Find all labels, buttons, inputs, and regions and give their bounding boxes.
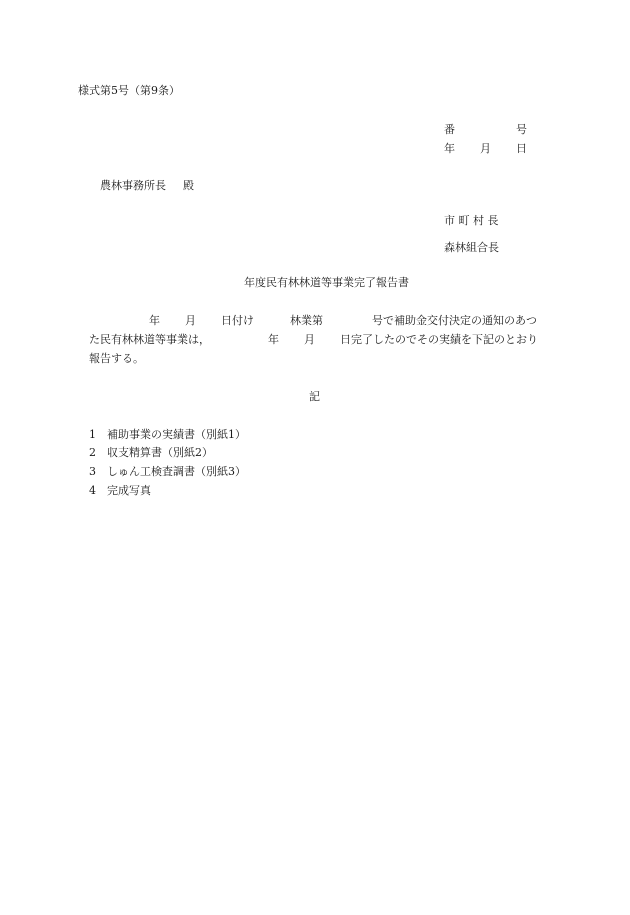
form-number: 様式第5号（第9条） bbox=[78, 84, 180, 97]
body-l2-month: 月 bbox=[304, 333, 315, 346]
list-item-text: しゅん工検査調書（別紙3） bbox=[107, 465, 246, 478]
date-month-label: 月 bbox=[480, 142, 491, 155]
sender-mayor: 市 町 村 長 bbox=[444, 214, 499, 227]
ban-label: 番 bbox=[444, 123, 455, 136]
body-l2-rest: 日完了したのでその実績を下記のとおり bbox=[340, 333, 538, 346]
document-title: 年度民有林林道等事業完了報告書 bbox=[244, 276, 409, 289]
body-l1-day: 日付け bbox=[221, 314, 254, 327]
list-item-number: 3 bbox=[89, 465, 96, 478]
body-l1-month: 月 bbox=[185, 314, 196, 327]
list-item-number: 2 bbox=[89, 446, 96, 459]
date-year-label: 年 bbox=[444, 142, 455, 155]
date-day-label: 日 bbox=[516, 142, 527, 155]
body-l2-year: 年 bbox=[268, 333, 279, 346]
sender-coop: 森林組合長 bbox=[444, 241, 499, 254]
list-item-number: 1 bbox=[89, 428, 96, 441]
addressee-name: 農林事務所長 bbox=[100, 179, 166, 192]
go-label: 号 bbox=[516, 123, 527, 136]
list-item-text: 補助事業の実績書（別紙1） bbox=[107, 428, 246, 441]
body-l1-rest: 号で補助金交付決定の通知のあつ bbox=[372, 314, 537, 327]
list-item-text: 収支精算書（別紙2） bbox=[107, 446, 213, 459]
list-item-number: 4 bbox=[89, 484, 96, 497]
body-l1-year: 年 bbox=[149, 314, 160, 327]
body-l3: 報告する。 bbox=[89, 352, 144, 365]
addressee-honorific: 殿 bbox=[183, 179, 194, 192]
body-l2-a: た民有林林道等事業は， bbox=[89, 333, 210, 346]
ki-heading: 記 bbox=[309, 390, 320, 403]
list-item-text: 完成写真 bbox=[107, 484, 151, 497]
body-l1-ringyo: 林業第 bbox=[290, 314, 323, 327]
